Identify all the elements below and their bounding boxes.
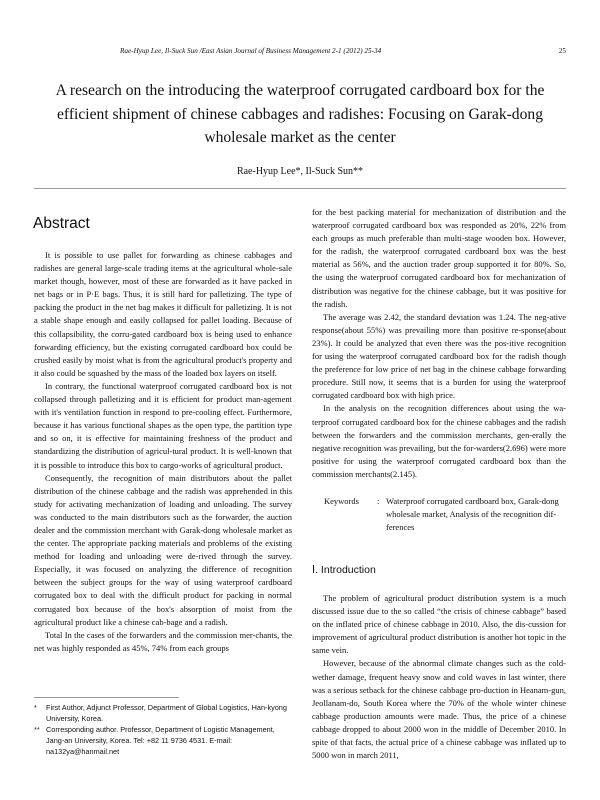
keywords-colon: :	[377, 496, 380, 506]
footnote	[34, 724, 292, 757]
abstract-paragraph: In the analysis on the recognition differences about using the wa-terproof corrugated cardboard box for the chinese cabbages and the radish between the forwarders and the commission merchants, gen-erally the negative recognition was prevailing, but the for-warders(2.696) were more positive for using the waterproof corrugated cardboard box than the commission merchants(2.145).	[312, 403, 566, 479]
footnote	[34, 702, 292, 724]
journal-reference: Rae-Hyup Lee, Il-Suck Sun /East Asian Journal of Business Management 2-1 (2012) 25-34	[120, 47, 382, 55]
page-number: 25	[558, 47, 566, 55]
keywords-text: Waterproof corrugated cardboard box, Garak-dong wholesale market, Analysis of the recognition dif-ferences	[386, 496, 559, 532]
abstract-paragraph: It is possible to use pallet for forwarding as chinese cabbages and radishes are general large-scale trading items at the agricultural whole-sale market though, however, most of these are forwarded as it have packed in net bags or in P·E bags. Thus, it is still hard for palletizing. The type of packing the product in the net bag makes it difficult for palletizing. It is not a stable shape enough and easily collapsed for pallet loading. Because of this collapsibility, the corru-gated cardboard box is being used to enhance forwarding efficiency, but the existing corrugated cardboard box could be crushed easily by moist what is from the agricultural product's property and it also could be squashed by the mass of the loaded box layers on itself.	[34, 250, 292, 378]
abstract-paragraph: The average was 2.42, the standard deviation was 1.24. The neg-ative response(about 55%) was prevailing more than positive re-sponse(about 23%). It could be analyzed that even there was the pos-itive recognition for using the waterproof corrugated cardboard box for the radish though the preference for low price of net bag in the chinese cabbage forwarding procedure. Still now, it seems that is a burden for using the waterproof corrugated cardboard box with high price.	[312, 311, 566, 401]
title-divider	[34, 188, 566, 189]
abstract-heading: Abstract	[33, 215, 90, 232]
abstract-paragraph: for the best packing material for mechanization of distribution and the waterproof corrugated cardboard box was responded as 20%, 22% from each groups as much preferable than multi-stage wooden box. However, for the radish, the waterproof corrugated cardboard box was the best material as 56%, and the auction trader group supported it for 80%. So, the using the waterproof corrugated cardboard box for mechanization of distribution was negative for the chinese cabbage, but it was positive for the radish.	[312, 207, 566, 309]
paper-title: A research on the introducing the waterproof corrugated cardboard box for the efficient shipment of chinese cabbages and radishes: Focusing on Garak-dong wholesale market as the center	[55, 82, 545, 146]
footnote-text: Corresponding author. Professor, Department of Logistic Management, Jang-an University, Korea. Tel: +82 11 9736 4531. E-mail: na132ya@hanmail.net	[46, 725, 275, 756]
abstract-paragraph: Total In the cases of the forwarders and the commission mer-chants, the net was highly responded as 45%, 74% from each groups	[34, 629, 292, 653]
introduction-column	[312, 592, 566, 762]
footnote-text: First Author, Adjunct Professor, Department of Global Logistics, Han-kyong University, Korea.	[46, 703, 287, 723]
introduction-paragraph: The problem of agricultural product distribution system is a much discussed issue due to the so called “the crisis of chinese cabbage” based on the inflated price of chinese cabbage in 2010. Also, the dis-cussion for improvement of agricultural product distribution is another hot topic in the same vein.	[312, 593, 566, 656]
abstract-right-column	[312, 206, 566, 481]
footnote-mark: *	[34, 703, 37, 712]
footnote-divider	[34, 697, 179, 698]
abstract-left-column	[34, 249, 292, 655]
author-line: Rae-Hyup Lee*, Il-Suck Sun**	[236, 166, 364, 177]
abstract-paragraph: In contrary, the functional waterproof corrugated cardboard box is not collapsed through palletizing and it is efficient for product man-agement with it's ventilation function in respond to pre-cooling effect. Furthermore, because it has various functional shapes as the open type, the partition type and so on, it is effective for maintaining freshness of the product and standardizing the distribution of agricul-tural product. It is well-known that it is possible to introduce this box to cargo-works of agricultural product.	[34, 380, 292, 470]
footnote-mark: **	[34, 725, 40, 734]
abstract-paragraph: Consequently, the recognition of main distributors about the pallet distribution of the chinese cabbage and the radish was apprehended in this study for activating mechanization of loading and unloading. The survey was conducted to the main distributors such as the forwarder, the auction dealer and the commission merchant with Garak-dong wholesale market as the center. The appropriate packing materials and problems of the existing method for loading and unloading were de-rived through the survey. Especially, it was focused on analyzing the difference of recognition between the subject groups for the way of using waterproof cardboard corrugated box to deal with the difficult product for packing in normal corrugated box because of the box's absorption of moist from the agricultural product like a chinese cab-bage and a radish.	[34, 472, 292, 627]
keywords-label: Keywords	[324, 496, 359, 506]
introduction-heading: Ⅰ. Introduction	[312, 564, 376, 576]
introduction-paragraph: However, because of the abnormal climate changes such as the cold-wether damage, frequent heavy snow and cold waves in last winter, there was a serious setback for the chinese cabbage pro-duction in Heanam-gun, Jeollanam-do, South Korea where the 70% of the whole winter chinese cabbage production amounts were made. Thus, the price of a chinese cabbage dropped to about 2000 won in the middle of December 2010. In spite of that facts, the actual price of a chinese cabbage was inflated up to 5000 won in march 2011,	[312, 658, 566, 761]
footnotes	[34, 702, 292, 757]
